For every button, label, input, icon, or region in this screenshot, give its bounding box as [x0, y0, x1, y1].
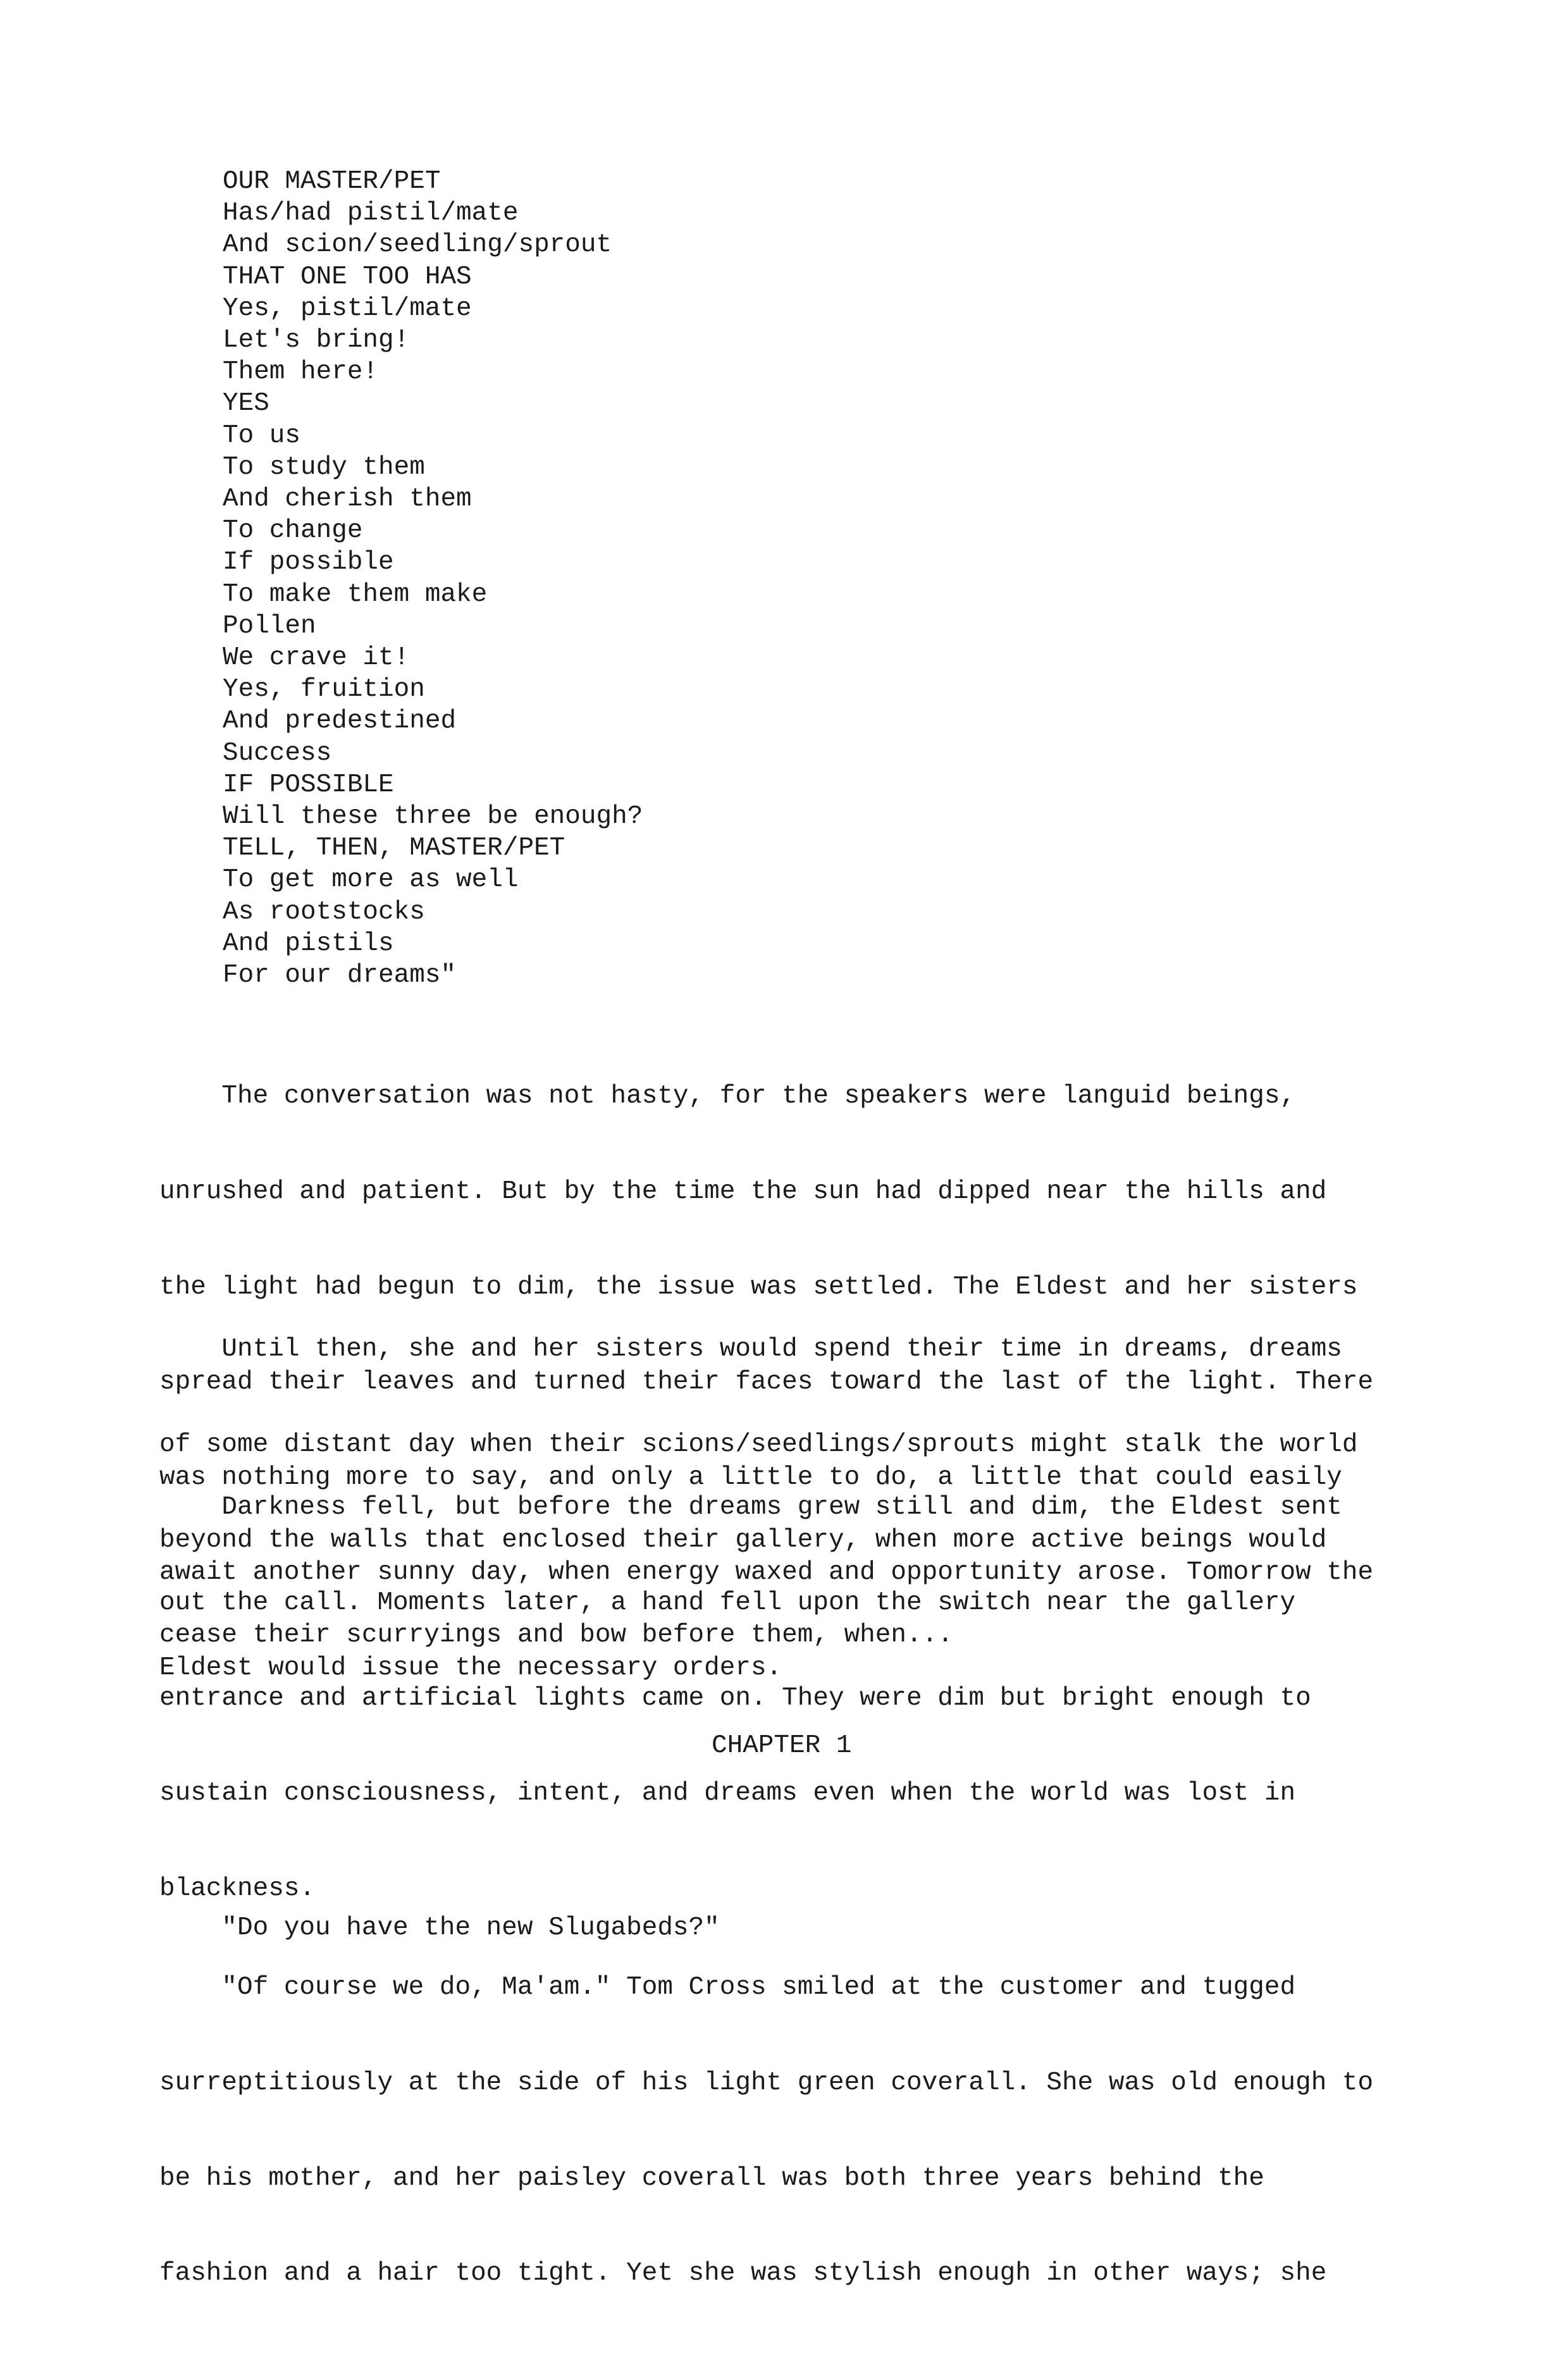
poem-line: OUR MASTER/PET: [223, 167, 441, 196]
poem-line: For our dreams": [223, 961, 457, 991]
paragraph-line: was nothing more to say, and only a little to do, a little that could easily: [159, 1462, 1342, 1492]
poem-line: To get more as well: [223, 865, 519, 895]
paragraph-line: "Do you have the new Slugabeds?": [159, 1913, 720, 1943]
poem-line: Let's bring!: [223, 326, 410, 355]
poem-line: THAT ONE TOO HAS: [223, 262, 472, 292]
paragraph-line: cease their scurryings and bow before them, when...: [159, 1621, 953, 1650]
poem-line: If possible: [223, 548, 394, 577]
poem-line: To us: [223, 421, 301, 450]
poem-line: IF POSSIBLE: [223, 770, 394, 800]
paragraph-line: beyond the walls that enclosed their gallery, when more active beings would: [159, 1525, 1327, 1555]
poem-line: To make them make: [223, 579, 488, 609]
paragraph-line: spread their leaves and turned their faces toward the last of the light. There: [159, 1368, 1374, 1397]
poem-line: To change: [223, 516, 363, 546]
paragraph-line: be his mother, and her paisley coverall was both three years behind the: [159, 2163, 1264, 2193]
poem-line: Will these three be enough?: [223, 802, 643, 832]
paragraph-line: Until then, she and her sisters would spend their time in dreams, dreams: [159, 1335, 1342, 1364]
poem-line: Success: [223, 738, 332, 768]
paragraph-line: the light had begun to dim, the issue was settled. The Eldest and her sisters: [159, 1272, 1358, 1302]
paragraph-line: The conversation was not hasty, for the speakers were languid beings,: [159, 1082, 1296, 1111]
paragraph-tom-cross: [159, 1908, 1373, 2353]
paragraph-line: await another sunny day, when energy waxed and opportunity arose. Tomorrow the: [159, 1558, 1374, 1588]
paragraph-line: fashion and a hair too tight. Yet she was stylish enough in other ways; she: [159, 2259, 1327, 2288]
poem-line: To study them: [223, 452, 425, 482]
poem-line: TELL, THEN, MASTER/PET: [223, 834, 565, 863]
poem-line: And scion/seedling/sprout: [223, 230, 612, 260]
poem-line: We crave it!: [223, 643, 410, 673]
poem-line: And pistils: [223, 929, 394, 958]
poem-line: And predestined: [223, 707, 457, 736]
poem-block: [223, 166, 643, 991]
paragraph-line: surreptitiously at the side of his light green coverall. She was old enough to: [159, 2068, 1374, 2098]
poem-line: Them here!: [223, 357, 379, 387]
paragraph-line: unrushed and patient. But by the time the sun had dipped near the hills and: [159, 1177, 1327, 1207]
paragraph-line: blackness.: [159, 1874, 316, 1903]
paragraph-line: of some distant day when their scions/seedlings/sprouts might stalk the world: [159, 1430, 1358, 1460]
poem-line: Yes, pistil/mate: [223, 293, 472, 323]
paragraph-line: sustain consciousness, intent, and dreams even when the world was lost in: [159, 1779, 1296, 1808]
paragraph-line: Darkness fell, but before the dreams grew still and dim, the Eldest sent: [159, 1493, 1342, 1522]
poem-line: YES: [223, 389, 269, 419]
paragraph-line: entrance and artificial lights came on. They were dim but bright enough to: [159, 1683, 1311, 1713]
chapter-heading: CHAPTER 1: [712, 1731, 852, 1760]
poem-line: Yes, fruition: [223, 675, 425, 705]
poem-line: And cherish them: [223, 485, 472, 514]
paragraph-line: Eldest would issue the necessary orders.: [159, 1653, 782, 1683]
poem-line: Has/had pistil/mate: [223, 199, 519, 228]
poem-line: Pollen: [223, 611, 316, 641]
paragraph-line: out the call. Moments later, a hand fell upon the switch near the gallery: [159, 1588, 1296, 1618]
paragraph-line: "Of course we do, Ma'am." Tom Cross smiled at the customer and tugged: [159, 1973, 1296, 2003]
poem-line: As rootstocks: [223, 897, 425, 927]
